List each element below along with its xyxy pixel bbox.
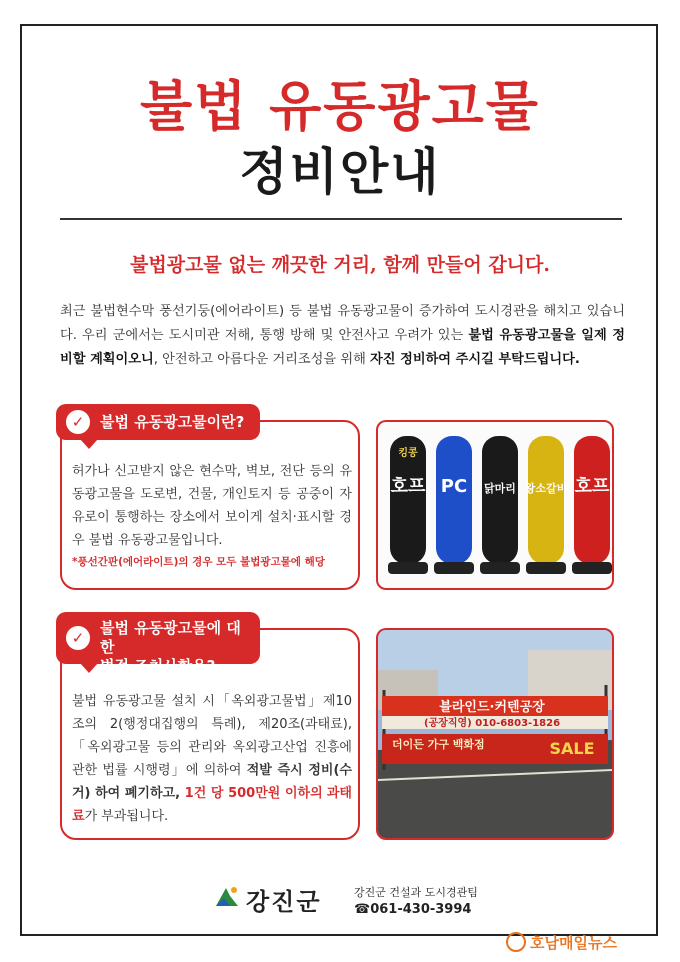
airlight-base [480,562,520,574]
section1-tag-label: 불법 유동광고물이란? [100,413,245,431]
section2-tag [56,612,260,675]
banner-photo [376,628,614,840]
section1-text: 허가나 신고받지 않은 현수막, 벽보, 전단 등의 유동광고물을 도로변, 건물, 개인토지 등 공중이 자유로이 통행하는 장소에서 보이게 설치·표시할 경우 불법 유동광고물입니다. [72,464,352,548]
airlight-label: PC [440,476,468,497]
logo-text: 강진군 [246,888,322,916]
airlight-label: 닭마리 [484,482,516,495]
divider [60,218,622,220]
intro-part1: 최근 불법현수막 풍선기둥(에어라이트) 등 불법 유동광고물이 증가하여 도시경관을 해치고 있습니다. 우리 군에서는 도시미관 저해, 통행 방해 및 안전사고 우려가 있는 [60,304,625,343]
tag-tail [80,663,98,673]
airlight-body [482,436,518,564]
airlight-balloon [572,436,612,574]
airlight-balloon [480,436,520,574]
banner2-text: 더이든 가구 백화점 [392,738,485,751]
airlight-label: 호프 [390,476,426,497]
intro-part2: , 안전하고 아름다운 거리조성을 위해 [153,352,371,367]
airlight-label: 왕소갈비 [524,482,568,495]
airlight-base [526,562,566,574]
banner-illustration [378,630,612,838]
airlight-label: 호프 [574,476,610,497]
banner1-text: 블라인드·커텐공장 [439,700,545,715]
slogan: 불법광고물 없는 깨끗한 거리, 함께 만들어 갑니다. [130,254,550,276]
check-icon: ✓ [66,410,90,434]
phone-number: ☎061-430-3994 [354,902,472,917]
airlight-balloon [434,436,474,574]
watermark-text: 호남매일뉴스 [530,934,617,952]
airlight-top-label: 킹콩 [398,448,418,459]
gangjin-logo-icon [214,884,240,910]
title-line1: 불법 유동광고물 [140,75,540,138]
airlight-body [574,436,610,564]
section2-fine2: 과태료 [72,786,352,824]
gangjin-logo [214,880,334,914]
tag-tail [80,439,98,449]
title-line2: 정비안내 [239,143,441,201]
section1-note: *풍선간판(에어라이트)의 경우 모두 불법광고물에 해당 [72,556,325,568]
section2-text [72,690,352,828]
section2-tag-line1: 불법 유동광고물에 대한 [100,619,241,656]
intro-bold1: 불법 유동광고물을 일제 정비할 계획이오니 [60,328,626,367]
section2-fine: 1건 당 500만원 이하의 [180,786,323,801]
check-icon: ✓ [66,626,90,650]
intro-paragraph [60,300,625,372]
banner1-sub: (공장직영) 010-6803-1826 [423,718,561,729]
airlight-balloon [388,436,428,574]
watermark [506,930,636,954]
airlight-base [434,562,474,574]
airlight-balloon [524,436,568,574]
section2-tag-line2: 법적 조치사항은? [100,657,216,675]
airlight-base [572,562,612,574]
airlight-body [528,436,564,564]
department: 강진군 건설과 도시경관팀 [354,886,478,899]
watermark-icon [506,932,526,952]
section2-bold: 적발 즉시 정비(수거) 하여 폐기하고, [72,763,352,801]
intro-bold2: 자진 정비하여 주시길 부탁드립니다. [370,352,580,367]
section2-text1: 불법 유동광고물 설치 시「옥외광고물법」제10조의 2(행정대집행의 특례), 제20조(과태료), 「옥외광고물 등의 관리와 옥외광고산업 진흥에 관한 법률 시행령」에 의하여 [72,694,352,778]
airlight-illustration [378,422,612,588]
section1-tag [56,404,260,440]
airlight-base [388,562,428,574]
banner2-sale: SALE [549,739,595,758]
airlight-body [436,436,472,564]
section2-text2: 가 부과됩니다. [84,809,169,824]
airlight-photo [376,420,614,590]
